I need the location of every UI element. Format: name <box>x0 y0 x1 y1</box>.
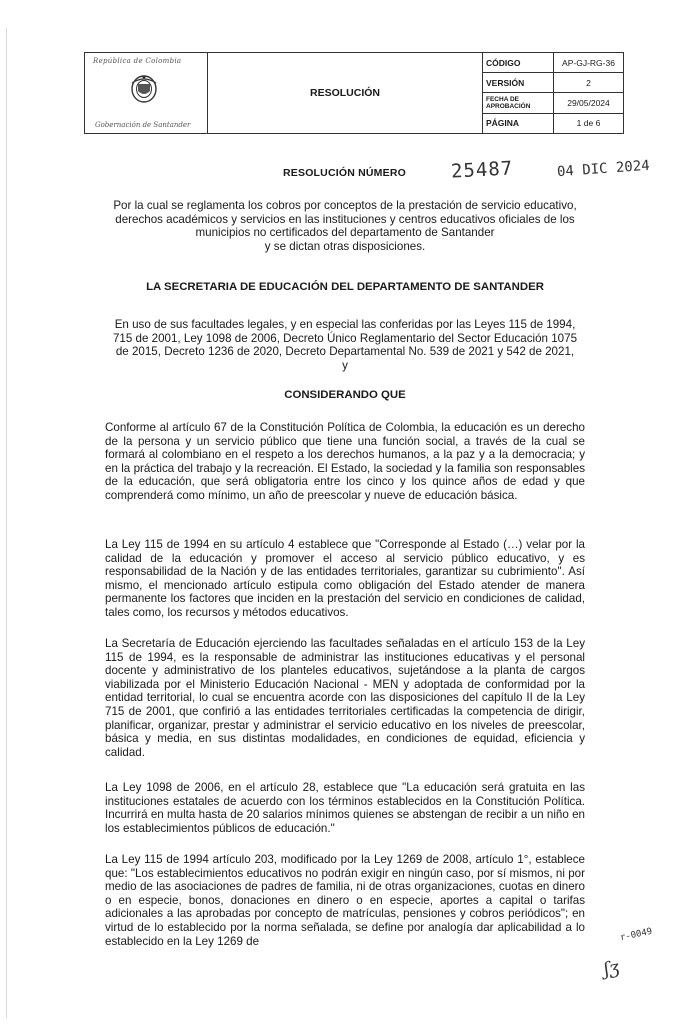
body-paragraph: La Secretaría de Educación ejerciendo las facultades señaladas en el artículo 153 de la Ley 115 de 1994, es la responsable de administrar las instituciones educativas y el personal docente y administrativo de los planteles educativos, sujetándose a la planta de cargos viabilizada por el Ministerio Educación Nacional - MEN y adoptada de conformidad por la entidad territorial, lo cual se encuentra acorde con las disposiciones del capítulo II de la Ley 715 de 2001, que confirió a las entidades territoriales certificadas la competencia de dirigir, planificar, organizar, prestar y administrar el servicio educativo en los niveles de preescolar, básica y media, en sus distintas modalidades, en condiciones de equidad, eficiencia y calidad. <box>105 637 585 759</box>
document-header <box>84 52 624 134</box>
meta-label: PÁGINA <box>483 113 554 133</box>
meta-value: AP-GJ-RG-36 <box>554 53 624 73</box>
issuing-authority: LA SECRETARIA DE EDUCACIÓN DEL DEPARTAMENTO DE SANTANDER <box>146 281 544 293</box>
meta-value: 1 de 6 <box>576 118 601 129</box>
document-type-title: RESOLUCIÓN <box>208 53 483 133</box>
meta-row-approval-date <box>483 93 623 113</box>
margin-initials: ʃʒ <box>602 956 621 981</box>
meta-label: FECHA DE APROBACIÓN <box>483 93 554 113</box>
meta-label: CÓDIGO <box>483 53 554 73</box>
meta-row-version <box>483 73 623 93</box>
seal-cell <box>85 53 208 133</box>
meta-row-code <box>483 53 623 73</box>
considering-heading: CONSIDERANDO QUE <box>284 389 406 401</box>
legal-faculties-conjunction: y <box>342 358 348 372</box>
subject-line: y se dictan otras disposiciones. <box>264 239 426 253</box>
resolution-number-line <box>0 158 684 188</box>
legal-faculties <box>105 318 585 372</box>
resolution-subject <box>100 199 590 253</box>
resolution-number-stamp: 25487 <box>450 157 514 183</box>
body-paragraph: La Ley 1098 de 2006, en el artículo 28, establece que "La educación será gratuita en las instituciones estatales de acuerdo con los términos establecidos en la Constitución Política. Incurrirá en multa hasta de 20 salarios mínimos quienes se abstengan de recibir a un niño en los establecimientos públicos de educación." <box>105 781 585 835</box>
document-meta-table <box>483 53 623 133</box>
body-paragraph: Conforme al artículo 67 de la Constitución Política de Colombia, la educación es un derecho de la persona y un servicio público que tiene una función social, a través de la cual se formará al colombiano en el respeto a los derechos humanos, a la paz y a la democracia; y en la práctica del trabajo y la recreación. El Estado, la sociedad y la familia son responsables de la educación, que será obligatoria entre los cinco y los quince años de edad y que comprenderá como mínimo, un año de preescolar y nueve de educación básica. <box>105 421 585 502</box>
meta-value: 2 <box>554 73 624 93</box>
body-paragraph: La Ley 115 de 1994 artículo 203, modificado por la Ley 1269 de 2008, artículo 1°, establece que: "Los establecimientos educativos no podrán exigir en ningún caso, por sí mismos, ni por medio de las asociaciones de padres de familia, ni de otras organizaciones, cuotas en dinero o en especie, bonos, donaciones en dinero o en especie, aportes a capital o tarifas adicionales a las aprobadas por concepto de matrículas, pensiones y cobros periódicos"; en virtud de lo establecido por la norma señalada, se define por analogía dar aplicabilidad a lo establecido en la Ley 1269 de <box>105 853 585 948</box>
seal-caption-bottom: Gobernación de Santander <box>95 121 191 129</box>
margin-handwritten-note: r-0049 <box>619 926 654 944</box>
legal-faculties-text: En uso de sus facultades legales, y en especial las conferidas por las Leyes 115 de 1994, 715 de 2001, Ley 1098 de 2006, Decreto Único Reglamentario del Sector Educación 1075 de 2015, Decreto 1236 de 2020, Decreto Departamental No. 539 de 2021 y 542 de 2021, <box>112 318 578 359</box>
subject-line: municipios no certificados del departamento de Santander <box>195 226 495 240</box>
coat-of-arms-icon <box>129 73 159 105</box>
seal-caption-top: República de Colombia <box>93 57 182 65</box>
subject-line: derechos académicos y servicios en las instituciones y centros educativos oficiales de los <box>115 212 575 226</box>
subject-line: Por la cual se reglamenta los cobros por conceptos de la prestación de servicio educativo, <box>113 199 577 212</box>
resolution-number-label: RESOLUCIÓN NÚMERO <box>283 167 406 179</box>
meta-value: 29/05/2024 <box>554 93 624 113</box>
body-paragraph: La Ley 115 de 1994 en su artículo 4 establece que "Corresponde al Estado (…) velar por la calidad de la educación y promover el acceso al servicio público educativo, y es responsabilidad de la Nación y de las entidades territoriales, garantizar su cubrimiento". Así mismo, el mencionado artículo estipula como obligación del Estado atender de manera permanente los factores que inciden en la prestación del servicio en condiciones de calidad, tales como, los recursos y métodos educativos. <box>105 538 585 619</box>
meta-label: VERSIÓN <box>483 73 554 93</box>
meta-row-page <box>483 113 623 133</box>
resolution-date-stamp: 04 DIC 2024 <box>556 157 651 181</box>
